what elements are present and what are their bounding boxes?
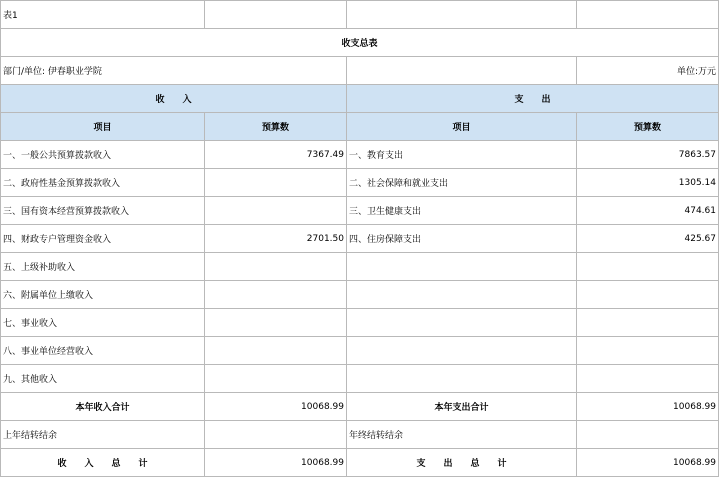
expense-value-cell[interactable] (577, 337, 719, 365)
income-value-cell[interactable]: 7367.49 (205, 141, 347, 169)
expense-item-cell[interactable]: 三、卫生健康支出 (347, 197, 577, 225)
income-value-cell[interactable] (205, 365, 347, 393)
expense-grand-total-label[interactable]: 支 出 总 计 (347, 449, 577, 477)
income-value-cell[interactable]: 2701.50 (205, 225, 347, 253)
expense-carry-label[interactable]: 年终结转结余 (347, 421, 577, 449)
sheet-label[interactable]: 表1 (1, 1, 205, 29)
expense-budget-header[interactable]: 预算数 (577, 113, 719, 141)
income-carry-value[interactable] (205, 421, 347, 449)
table-row (1, 141, 719, 169)
expense-item-cell[interactable] (347, 281, 577, 309)
year-total-row (1, 393, 719, 421)
page-title[interactable]: 收支总表 (1, 29, 719, 57)
expense-value-cell[interactable]: 474.61 (577, 197, 719, 225)
expense-value-cell[interactable]: 1305.14 (577, 169, 719, 197)
expense-item-header[interactable]: 项目 (347, 113, 577, 141)
empty-cell[interactable] (347, 1, 577, 29)
unit-label[interactable]: 单位:万元 (577, 57, 719, 85)
empty-cell[interactable] (205, 1, 347, 29)
expense-item-cell[interactable]: 二、社会保障和就业支出 (347, 169, 577, 197)
income-grand-total-label[interactable]: 收 入 总 计 (1, 449, 205, 477)
income-item-cell[interactable]: 二、政府性基金预算拨款收入 (1, 169, 205, 197)
expense-item-cell[interactable] (347, 253, 577, 281)
expense-year-total-label[interactable]: 本年支出合计 (347, 393, 577, 421)
carry-over-row (1, 421, 719, 449)
income-value-cell[interactable] (205, 281, 347, 309)
expense-carry-value[interactable] (577, 421, 719, 449)
table-row (1, 169, 719, 197)
income-value-cell[interactable] (205, 309, 347, 337)
table-row (1, 365, 719, 393)
sheet-label-row (1, 1, 719, 29)
empty-cell[interactable] (347, 57, 577, 85)
income-item-cell[interactable]: 九、其他收入 (1, 365, 205, 393)
expense-item-cell[interactable] (347, 365, 577, 393)
income-grand-total-value[interactable]: 10068.99 (205, 449, 347, 477)
expense-value-cell[interactable] (577, 281, 719, 309)
expense-value-cell[interactable]: 7863.57 (577, 141, 719, 169)
table-row (1, 253, 719, 281)
dept-label[interactable]: 部门/单位: 伊春职业学院 (1, 57, 347, 85)
income-value-cell[interactable] (205, 169, 347, 197)
expense-item-cell[interactable]: 四、住房保障支出 (347, 225, 577, 253)
income-value-cell[interactable] (205, 253, 347, 281)
expense-item-cell[interactable] (347, 309, 577, 337)
expense-value-cell[interactable] (577, 365, 719, 393)
income-budget-header[interactable]: 预算数 (205, 113, 347, 141)
header-row-columns (1, 113, 719, 141)
income-item-cell[interactable]: 一、一般公共预算拨款收入 (1, 141, 205, 169)
income-item-cell[interactable]: 七、事业收入 (1, 309, 205, 337)
expense-year-total-value[interactable]: 10068.99 (577, 393, 719, 421)
table-row (1, 337, 719, 365)
expense-value-cell[interactable] (577, 253, 719, 281)
income-item-cell[interactable]: 五、上级补助收入 (1, 253, 205, 281)
expense-item-cell[interactable] (347, 337, 577, 365)
title-row (1, 29, 719, 57)
income-carry-label[interactable]: 上年结转结余 (1, 421, 205, 449)
income-item-cell[interactable]: 八、事业单位经营收入 (1, 337, 205, 365)
unit-row (1, 57, 719, 85)
income-year-total-label[interactable]: 本年收入合计 (1, 393, 205, 421)
income-value-cell[interactable] (205, 197, 347, 225)
table-row (1, 281, 719, 309)
income-section-header[interactable]: 收 入 (1, 85, 347, 113)
expense-value-cell[interactable] (577, 309, 719, 337)
table-row (1, 197, 719, 225)
expense-grand-total-value[interactable]: 10068.99 (577, 449, 719, 477)
income-item-header[interactable]: 项目 (1, 113, 205, 141)
table-row (1, 225, 719, 253)
expense-section-header[interactable]: 支 出 (347, 85, 719, 113)
income-year-total-value[interactable]: 10068.99 (205, 393, 347, 421)
empty-cell[interactable] (577, 1, 719, 29)
income-item-cell[interactable]: 四、财政专户管理资金收入 (1, 225, 205, 253)
income-value-cell[interactable] (205, 337, 347, 365)
expense-value-cell[interactable]: 425.67 (577, 225, 719, 253)
income-item-cell[interactable]: 六、附属单位上缴收入 (1, 281, 205, 309)
table-row (1, 309, 719, 337)
income-item-cell[interactable]: 三、国有资本经营预算拨款收入 (1, 197, 205, 225)
expense-item-cell[interactable]: 一、教育支出 (347, 141, 577, 169)
header-row-sections (1, 85, 719, 113)
grand-total-row (1, 449, 719, 477)
